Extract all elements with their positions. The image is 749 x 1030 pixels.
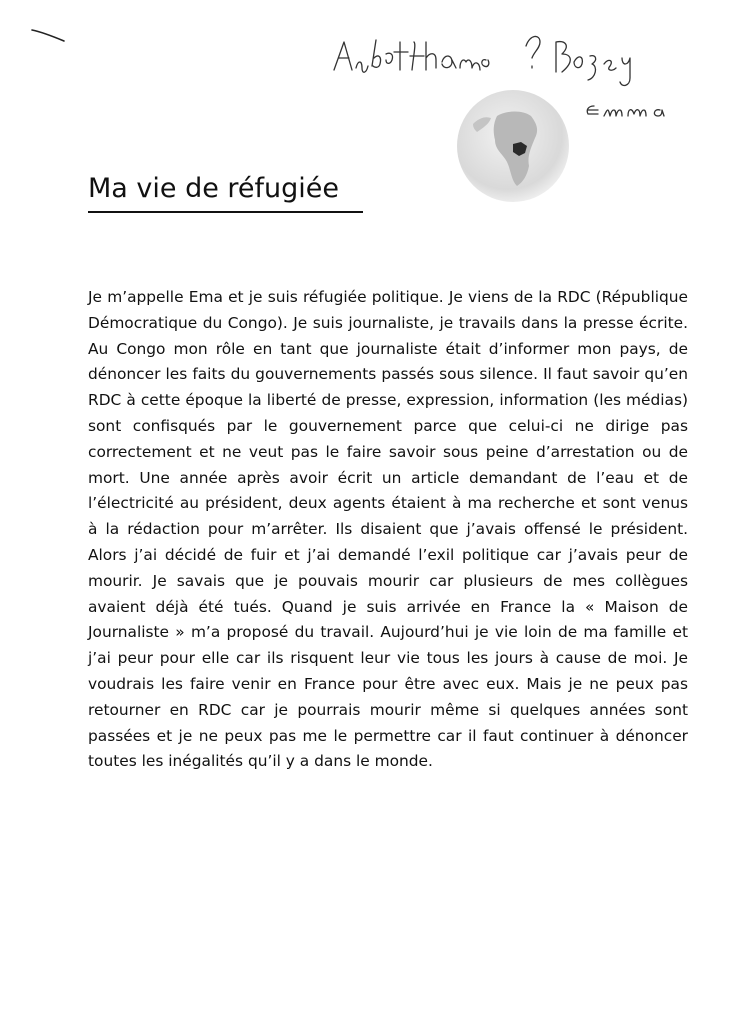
globe-africa-icon [453,86,573,206]
body-paragraph: Je m’appelle Ema et je suis réfugiée politique. Je viens de la RDC (République Démocratique du Congo). Je suis journaliste, je travails dans la presse écrite. Au Congo mon rôle en tant que journaliste était d’informer mon pays, de dénoncer les faits du gouvernements passés sous silence. Il faut savoir qu’en RDC à cette époque la liberté de presse, expression, information (les médias) sont confisqués par le gouvernement parce que celui-ci ne dirige pas correctement et ne veut pas le faire savoir sous peine d’arrestation ou de mort. Une année après avoir écrit un article demandant de l’eau et de l’électricité au président, deux agents étaient à ma recherche et sont venus à la rédaction pour m’arrêter. Ils disaient que j’avais offensé le président. Alors j’ai décidé de fuir et j’ai demandé l’exil politique car j’avais peur de mourir. Je savais que je pouvais mourir car plusieurs de mes collègues avaient déjà été tués. Quand je suis arrivée en France la « Maison de Journaliste » m’a proposé du travail. Aujourd’hui je vie loin de ma famille et j’ai peur pour elle car ils risquent leur vie tous les jours à cause de moi. Je voudrais les faire venir en France pour être avec eux. Mais je ne peux pas retourner en RDC car je pourrais mourir même si quelques années sont passées et je ne peux pas me le permettre car il faut continuer à dénoncer toutes les inégalités qu’il y a dans le monde. [88,288,688,771]
page-title: Ma vie de réfugiée [88,173,340,204]
pen-stroke-mark [30,26,70,46]
title-underline [88,211,363,213]
